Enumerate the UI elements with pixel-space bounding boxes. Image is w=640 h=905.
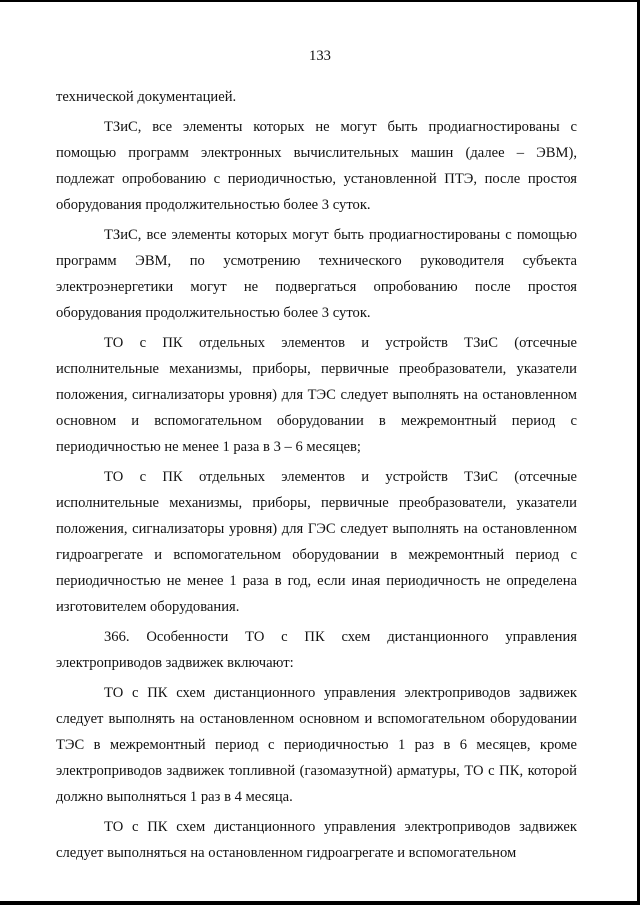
paragraph-item-366: 366. Особенности ТО с ПК схем дистанционного управления электроприводов задвижек включают: [56,629,577,671]
paragraph-remote-control-tes: ТО с ПК схем дистанционного управления электроприводов задвижек следует выполнять на остановленном основном и вспомогательном оборудовании ТЭС в межремонтный период с периодичностью 1 раз в 6 месяцев, кроме электроприводов задвижек топливной (газомазутной) арматуры, ТО с ПК, которой должно выполняться 1 раз в 4 месяца. [56,685,577,805]
paragraph-remote-control-ges: ТО с ПК схем дистанционного управления электроприводов задвижек следует выполняться на остановленном гидроагрегате и вспомогательном [56,819,577,861]
paragraph-continuation: технической документацией. [56,89,237,105]
paragraph-tzis-diagnosable: ТЗиС, все элементы которых могут быть продиагностированы с помощью программ ЭВМ, по усмотрению технического руководителя субъекта электроэнергетики могут не подвергаться опробованию после простоя оборудования продолжительностью более 3 суток. [56,227,577,321]
page-number: 133 [309,48,331,64]
paragraph-to-pk-tes: ТО с ПК отдельных элементов и устройств ТЗиС (отсечные исполнительные механизмы, приборы, первичные преобразователи, указатели положения, сигнализаторы уровня) для ТЭС следует выполнять на остановленном основном и вспомогательном оборудовании в межремонтный период с периодичностью не менее 1 раза в 3 – 6 месяцев; [56,335,577,455]
paragraph-to-pk-ges: ТО с ПК отдельных элементов и устройств ТЗиС (отсечные исполнительные механизмы, приборы, первичные преобразователи, указатели положения, сигнализаторы уровня) для ГЭС следует выполнять на остановленном гидроагрегате и вспомогательном оборудовании в межремонтный период с периодичностью не менее 1 раза в год, если иная периодичность не определена изготовителем оборудования. [56,469,577,615]
body-text [56,84,577,866]
paragraph-tzis-not-diagnosable: ТЗиС, все элементы которых не могут быть продиагностированы с помощью программ электронных вычислительных машин (далее – ЭВМ), подлежат опробованию с периодичностью, установленной ПТЭ, после простоя оборудования продолжительностью более 3 суток. [56,119,577,213]
